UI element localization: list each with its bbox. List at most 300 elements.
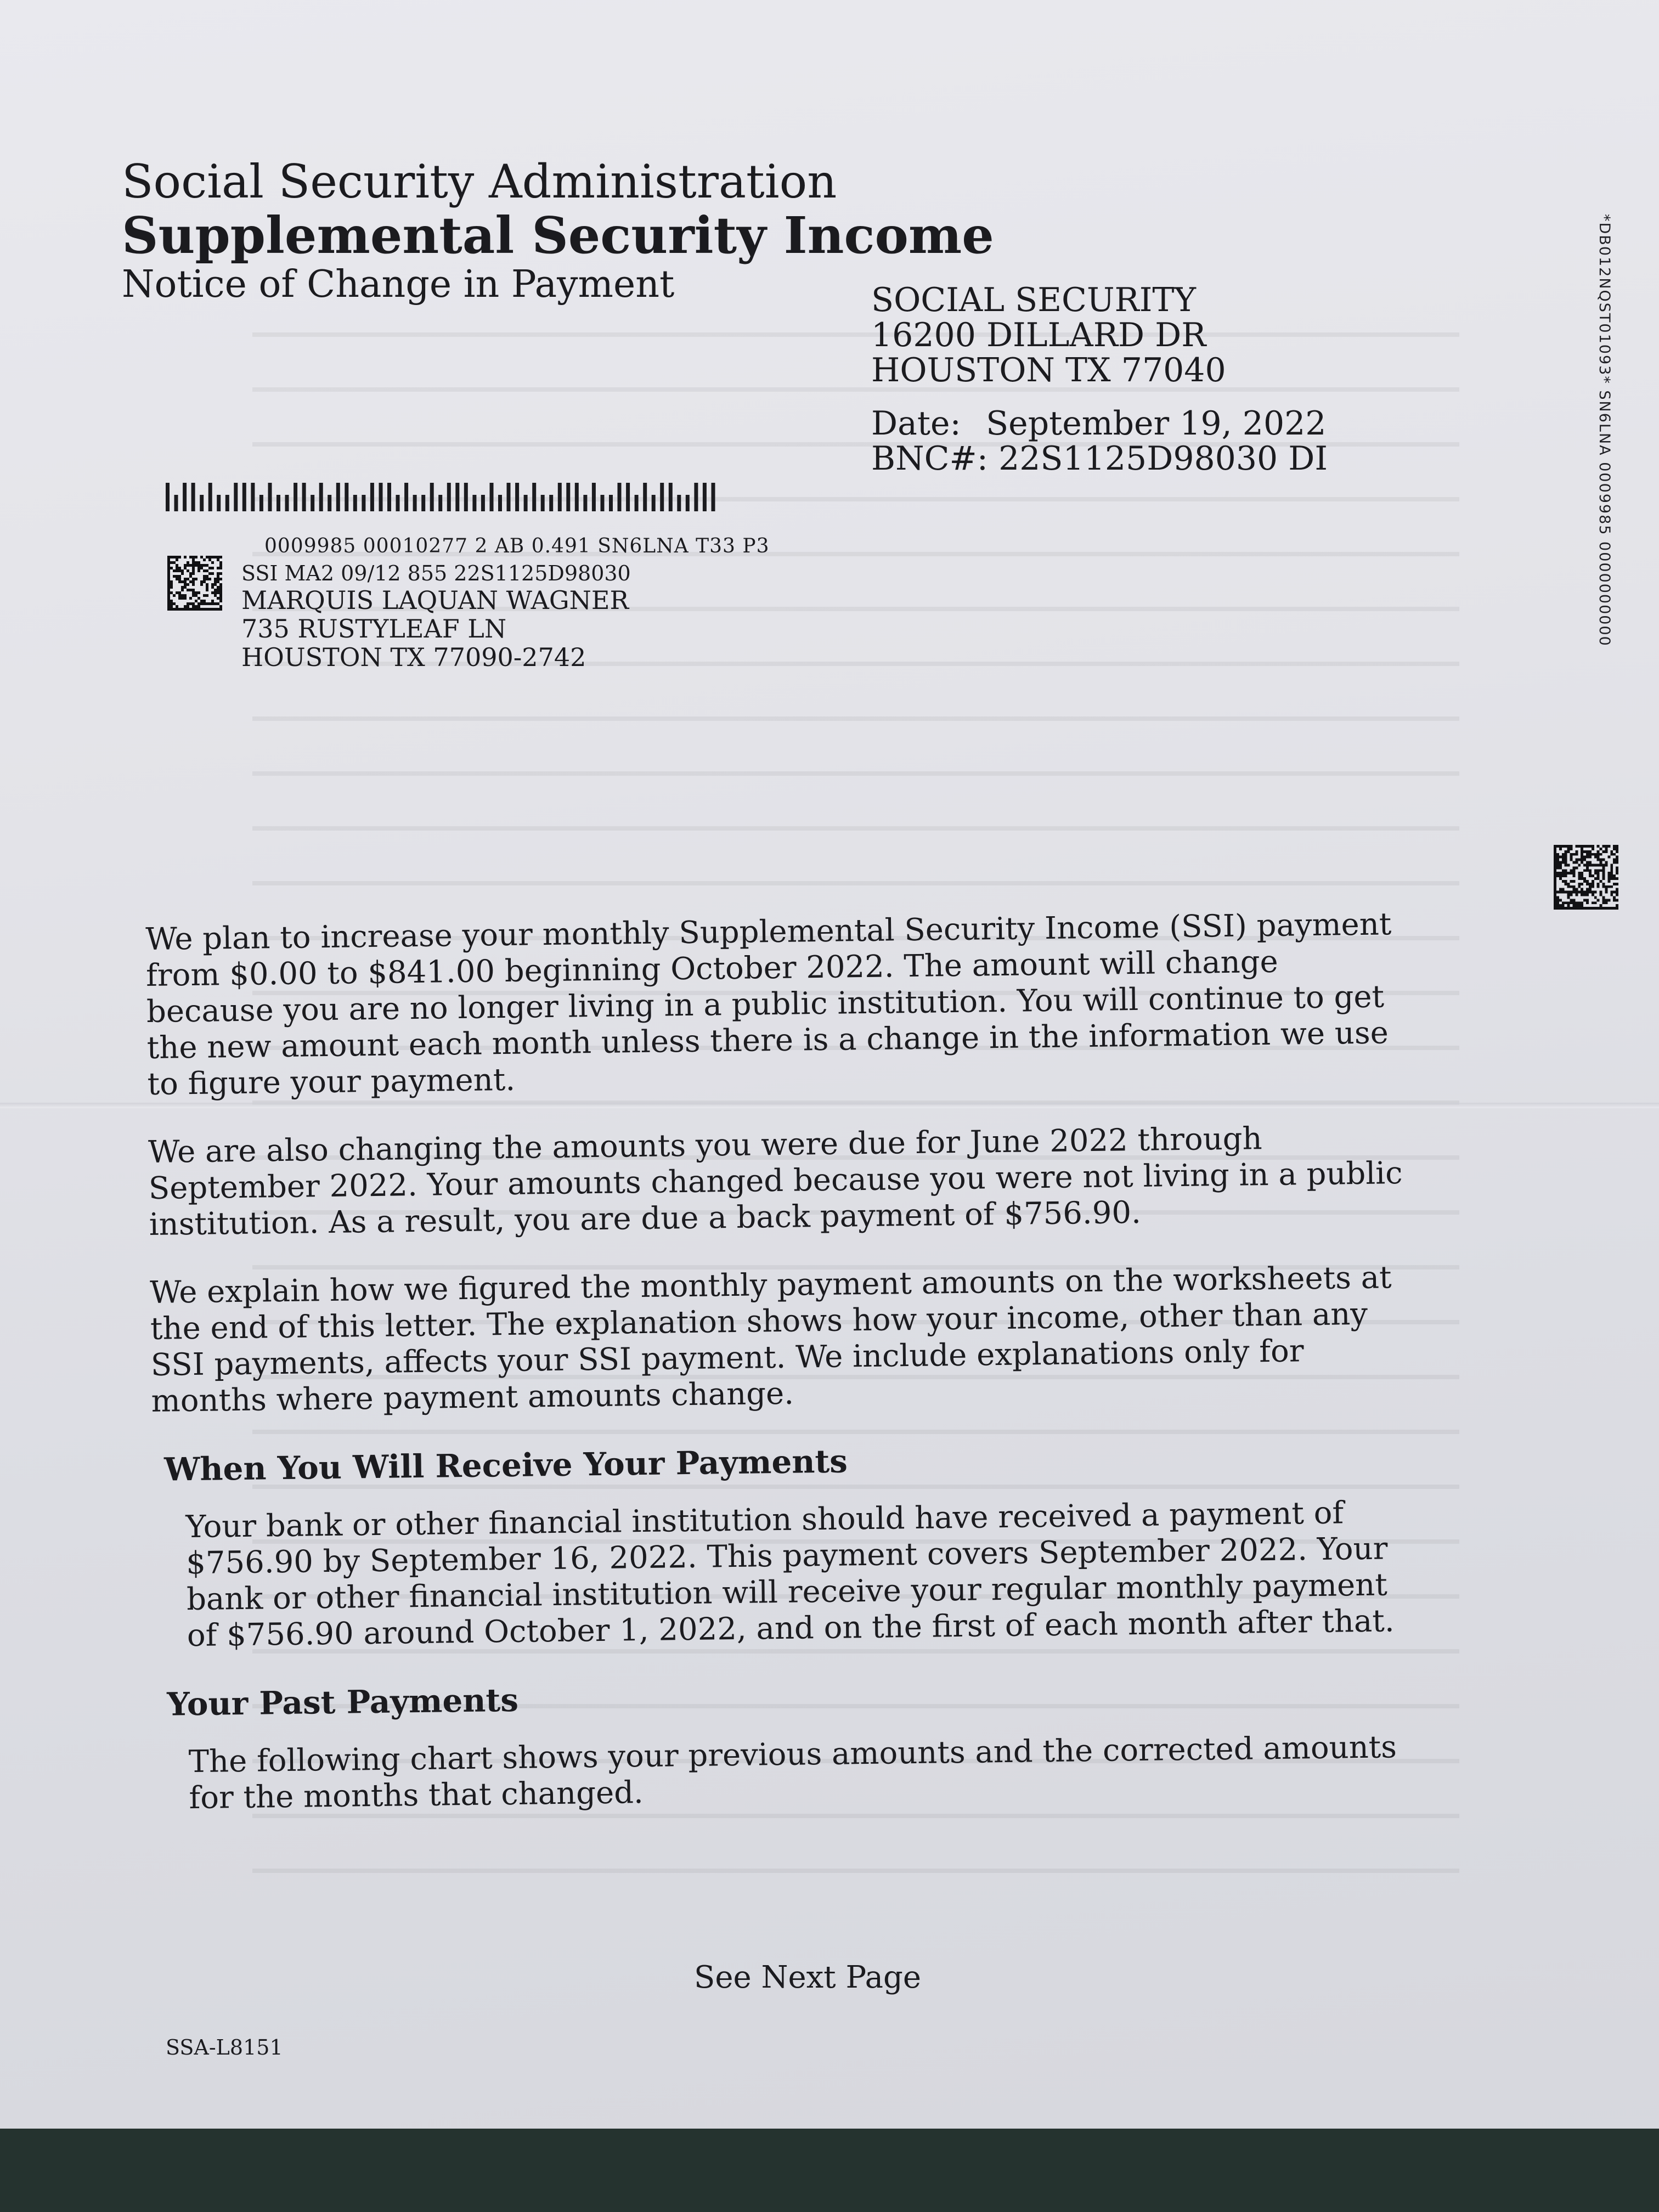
matrix-module <box>219 605 222 608</box>
matrix-module <box>200 602 203 605</box>
matrix-module <box>1554 845 1556 848</box>
matrix-module <box>1597 883 1600 885</box>
barcode-bar <box>515 483 519 511</box>
matrix-module <box>219 591 222 594</box>
matrix-module <box>173 561 176 564</box>
matrix-module <box>1581 853 1583 856</box>
matrix-module <box>1616 861 1618 864</box>
matrix-module <box>200 600 203 602</box>
matrix-module <box>1605 901 1607 904</box>
matrix-module <box>214 589 217 591</box>
matrix-module <box>206 594 208 597</box>
barcode-bar <box>575 483 579 511</box>
matrix-module <box>1556 856 1559 859</box>
matrix-module <box>1592 848 1594 850</box>
matrix-module <box>170 567 173 569</box>
matrix-module <box>192 567 195 569</box>
barcode-bar <box>660 483 664 511</box>
matrix-module <box>1567 848 1570 850</box>
matrix-module <box>192 583 195 586</box>
matrix-module <box>1589 850 1592 853</box>
matrix-module <box>170 605 173 608</box>
matrix-module <box>1592 880 1594 883</box>
matrix-module <box>1575 891 1578 894</box>
matrix-module <box>1581 845 1583 848</box>
matrix-module <box>1616 869 1618 872</box>
barcode-bar <box>370 483 374 511</box>
matrix-module <box>1602 885 1605 888</box>
matrix-module <box>1556 861 1559 864</box>
barcode-bar <box>319 483 323 511</box>
matrix-module <box>170 586 173 589</box>
matrix-module <box>1600 907 1602 910</box>
matrix-module <box>1575 859 1578 861</box>
matrix-module <box>1570 891 1573 894</box>
matrix-module <box>176 556 178 558</box>
matrix-module <box>1597 885 1600 888</box>
matrix-module <box>178 556 181 558</box>
matrix-module <box>1600 848 1602 850</box>
matrix-module <box>217 580 219 583</box>
matrix-module <box>1602 864 1605 866</box>
matrix-module <box>1554 866 1556 869</box>
matrix-module <box>1594 907 1597 910</box>
matrix-module <box>181 589 184 591</box>
date-row <box>871 406 1365 441</box>
matrix-module <box>192 556 195 558</box>
matrix-module <box>198 602 200 605</box>
barcode-bar <box>234 483 238 511</box>
matrix-module <box>217 597 219 600</box>
barcode-bar <box>472 495 476 511</box>
barcode-bar <box>328 495 331 511</box>
matrix-module <box>1570 901 1573 904</box>
matrix-module <box>192 558 195 561</box>
barcode-bar <box>191 483 195 511</box>
matrix-module <box>1594 864 1597 866</box>
matrix-module <box>1589 891 1592 894</box>
matrix-module <box>1565 872 1567 874</box>
matrix-module <box>1565 856 1567 859</box>
matrix-module <box>1610 850 1613 853</box>
matrix-module <box>1567 894 1570 896</box>
matrix-module <box>1559 845 1562 848</box>
barcode-bar <box>379 483 383 511</box>
matrix-module <box>1556 901 1559 904</box>
matrix-module <box>1597 850 1600 853</box>
matrix-module <box>1570 853 1573 856</box>
matrix-module <box>1565 883 1567 885</box>
matrix-module <box>195 605 198 608</box>
matrix-module <box>1616 866 1618 869</box>
barcode-bar <box>532 483 536 511</box>
matrix-module <box>1562 874 1565 877</box>
matrix-module <box>178 591 181 594</box>
barcode-bar <box>583 495 587 511</box>
matrix-module <box>167 578 170 580</box>
matrix-module <box>1565 845 1567 848</box>
matrix-module <box>1583 877 1586 880</box>
matrix-module <box>219 572 222 575</box>
matrix-module <box>203 578 206 580</box>
matrix-module <box>1600 891 1602 894</box>
matrix-module <box>1554 859 1556 861</box>
matrix-module <box>1578 859 1581 861</box>
barcode-bar <box>626 483 630 511</box>
matrix-module <box>1575 850 1578 853</box>
matrix-module <box>181 594 184 597</box>
matrix-module <box>1597 874 1600 877</box>
matrix-module <box>206 556 208 558</box>
matrix-module <box>1562 901 1565 904</box>
bnc-value: 22S1125D98030 DI <box>998 439 1328 478</box>
matrix-module <box>206 569 208 572</box>
matrix-module <box>167 558 170 561</box>
barcode-bar <box>413 495 417 511</box>
matrix-module <box>1559 848 1562 850</box>
matrix-module <box>176 567 178 569</box>
matrix-module <box>1616 888 1618 891</box>
matrix-module <box>1616 856 1618 859</box>
matrix-module <box>1600 861 1602 864</box>
matrix-module <box>1586 869 1589 872</box>
matrix-module <box>219 578 222 580</box>
matrix-module <box>1572 907 1575 910</box>
matrix-module <box>198 564 200 567</box>
matrix-module <box>1600 853 1602 856</box>
matrix-module <box>1572 853 1575 856</box>
matrix-module <box>211 586 214 589</box>
matrix-module <box>195 594 198 597</box>
matrix-module <box>208 558 211 561</box>
matrix-module <box>1575 861 1578 864</box>
matrix-module <box>1602 907 1605 910</box>
matrix-module <box>1597 869 1600 872</box>
matrix-module <box>1589 864 1592 866</box>
barcode-bar <box>490 483 494 511</box>
matrix-module <box>1586 866 1589 869</box>
matrix-module <box>181 572 184 575</box>
matrix-module <box>1589 869 1592 872</box>
matrix-module <box>1562 907 1565 910</box>
matrix-module <box>1572 899 1575 901</box>
matrix-module <box>1567 883 1570 885</box>
matrix-module <box>1562 888 1565 891</box>
matrix-module <box>1581 861 1583 864</box>
matrix-module <box>167 564 170 567</box>
matrix-module <box>1586 899 1589 901</box>
matrix-module <box>1556 864 1559 866</box>
matrix-module <box>195 578 198 580</box>
matrix-module <box>1554 853 1556 856</box>
matrix-module <box>211 561 214 564</box>
matrix-module <box>1583 859 1586 861</box>
matrix-module <box>176 578 178 580</box>
matrix-module <box>1575 907 1578 910</box>
matrix-module <box>167 605 170 608</box>
matrix-module <box>1572 880 1575 883</box>
barcode-bar <box>524 495 528 511</box>
matrix-module <box>170 602 173 605</box>
barcode-bar <box>430 483 434 511</box>
matrix-module <box>170 556 173 558</box>
matrix-module <box>1565 850 1567 853</box>
matrix-module <box>1600 859 1602 861</box>
recipient-street: 735 RUSTYLEAF LN <box>241 614 507 644</box>
matrix-module <box>170 580 173 583</box>
matrix-module <box>176 591 178 594</box>
letter-body <box>145 906 1418 1849</box>
matrix-module <box>1556 907 1559 910</box>
matrix-module <box>1607 856 1610 859</box>
matrix-module <box>1586 888 1589 891</box>
matrix-module <box>214 583 217 586</box>
matrix-module <box>1565 861 1567 864</box>
matrix-module <box>195 591 198 594</box>
matrix-module <box>198 567 200 569</box>
matrix-module <box>198 605 200 608</box>
matrix-module <box>1575 853 1578 856</box>
matrix-module <box>1602 874 1605 877</box>
matrix-module <box>1610 872 1613 874</box>
matrix-module <box>1605 885 1607 888</box>
matrix-module <box>1570 848 1573 850</box>
barcode-bar <box>200 495 204 511</box>
matrix-module <box>1581 859 1583 861</box>
matrix-module <box>1597 907 1600 910</box>
barcode-bar <box>396 495 400 511</box>
matrix-module <box>1562 872 1565 874</box>
matrix-module <box>192 572 195 575</box>
matrix-module <box>1559 861 1562 864</box>
matrix-module <box>1605 845 1607 848</box>
matrix-module <box>1594 877 1597 880</box>
matrix-module <box>1567 850 1570 853</box>
matrix-module <box>1605 864 1607 866</box>
matrix-module <box>189 589 192 591</box>
matrix-module <box>1554 877 1556 880</box>
matrix-module <box>217 558 219 561</box>
matrix-module <box>167 600 170 602</box>
matrix-module <box>1570 859 1573 861</box>
matrix-module <box>167 583 170 586</box>
matrix-module <box>167 608 170 611</box>
matrix-module <box>1578 877 1581 880</box>
matrix-module <box>176 575 178 578</box>
matrix-module <box>214 591 217 594</box>
matrix-module <box>1581 888 1583 891</box>
page-2d-barcode <box>1554 845 1618 910</box>
matrix-module <box>1600 880 1602 883</box>
barcode-bar <box>498 495 502 511</box>
matrix-module <box>1592 883 1594 885</box>
matrix-module <box>217 556 219 558</box>
matrix-module <box>181 569 184 572</box>
barcode-bar <box>558 483 562 511</box>
matrix-module <box>1610 885 1613 888</box>
matrix-module <box>189 556 192 558</box>
matrix-module <box>1583 864 1586 866</box>
matrix-module <box>1554 850 1556 853</box>
matrix-module <box>189 608 192 611</box>
matrix-module <box>1616 904 1618 907</box>
matrix-module <box>176 558 178 561</box>
matrix-module <box>167 597 170 600</box>
barcode-bar <box>404 483 408 511</box>
matrix-module <box>1556 904 1559 907</box>
matrix-module <box>1592 874 1594 877</box>
matrix-module <box>1554 888 1556 891</box>
matrix-module <box>1597 859 1600 861</box>
matrix-module <box>1586 853 1589 856</box>
matrix-module <box>217 608 219 611</box>
matrix-module <box>1559 864 1562 866</box>
notice-title: Notice of Change in Payment <box>122 263 675 306</box>
office-line-3: HOUSTON TX 77040 <box>871 351 1226 390</box>
matrix-module <box>192 589 195 591</box>
matrix-module <box>206 575 208 578</box>
side-tracking-code: *DB012NQST01093* SN6LNA 0009985 0000000000 <box>1596 214 1613 647</box>
matrix-module <box>1559 907 1562 910</box>
matrix-module <box>1610 864 1613 866</box>
matrix-module <box>1586 861 1589 864</box>
matrix-module <box>1554 880 1556 883</box>
matrix-module <box>173 602 176 605</box>
matrix-module <box>181 608 184 611</box>
matrix-module <box>211 591 214 594</box>
matrix-module <box>173 569 176 572</box>
matrix-module <box>1556 859 1559 861</box>
matrix-module <box>167 594 170 597</box>
matrix-module <box>214 578 217 580</box>
barcode-bar <box>712 483 715 511</box>
matrix-module <box>1567 885 1570 888</box>
matrix-module <box>167 572 170 575</box>
matrix-module <box>176 569 178 572</box>
matrix-module <box>184 583 187 586</box>
matrix-module <box>1556 899 1559 901</box>
matrix-module <box>1616 877 1618 880</box>
matrix-module <box>211 608 214 611</box>
matrix-module <box>1575 901 1578 904</box>
matrix-module <box>195 556 198 558</box>
matrix-module <box>1554 907 1556 910</box>
matrix-module <box>1586 891 1589 894</box>
mailing-code-line: 0009985 00010277 2 AB 0.491 SN6LNA T33 P3 <box>264 535 770 557</box>
matrix-module <box>1592 901 1594 904</box>
matrix-module <box>214 556 217 558</box>
matrix-module <box>1554 872 1556 874</box>
matrix-module <box>187 608 189 611</box>
matrix-module <box>1572 885 1575 888</box>
matrix-module <box>1597 853 1600 856</box>
matrix-module <box>1578 872 1581 874</box>
office-address <box>871 283 1365 388</box>
matrix-module <box>1583 869 1586 872</box>
matrix-module <box>1556 872 1559 874</box>
matrix-module <box>195 564 198 567</box>
matrix-module <box>1600 869 1602 872</box>
barcode-bar <box>592 483 596 511</box>
matrix-module <box>1610 877 1613 880</box>
paragraph-receive-payments: Your bank or other financial institution should have received a payment of $756.90 by September 16, 2022. This payment covers September 2022. Your bank or other financial institution will receive your regular monthly payment of $756.90 around October 1, 2022, and on the first of each month after that. <box>185 1495 1395 1654</box>
barcode-bar <box>438 495 442 511</box>
matrix-module <box>1572 866 1575 869</box>
matrix-module <box>184 586 187 589</box>
matrix-module <box>167 586 170 589</box>
section-title-past-payments: Your Past Payments <box>167 1681 519 1723</box>
matrix-module <box>1616 859 1618 861</box>
barcode-bar <box>166 483 170 511</box>
matrix-module <box>1613 883 1616 885</box>
matrix-module <box>203 564 206 567</box>
matrix-module <box>1592 845 1594 848</box>
matrix-module <box>217 578 219 580</box>
matrix-module <box>170 591 173 594</box>
matrix-module <box>1572 872 1575 874</box>
matrix-module <box>1575 845 1578 848</box>
matrix-module <box>198 569 200 572</box>
matrix-module <box>217 572 219 575</box>
matrix-module <box>1567 872 1570 874</box>
matrix-module <box>192 608 195 611</box>
matrix-module <box>219 608 222 611</box>
matrix-module <box>167 591 170 594</box>
matrix-module <box>1554 885 1556 888</box>
matrix-module <box>1583 845 1586 848</box>
matrix-module <box>1565 864 1567 866</box>
matrix-module <box>1562 869 1565 872</box>
matrix-module <box>1586 907 1589 910</box>
program-name: Supplemental Security Income <box>122 206 994 265</box>
matrix-module <box>206 589 208 591</box>
barcode-bar <box>225 495 229 511</box>
matrix-module <box>1613 861 1616 864</box>
matrix-module <box>1586 856 1589 859</box>
recipient-address <box>241 561 631 672</box>
matrix-module <box>1572 888 1575 891</box>
matrix-module <box>1572 891 1575 894</box>
matrix-module <box>1570 872 1573 874</box>
matrix-module <box>189 572 192 575</box>
paragraph-payment-increase: We plan to increase your monthly Supplemental Security Income (SSI) payment from $0.00 to $841.00 beginning October 2022. The amount will change because you are no longer living in a public institution. You will continue to get the new amount each month unless there is a change in the information we use to figure your payment. <box>145 906 1392 1102</box>
matrix-module <box>1554 848 1556 850</box>
matrix-module <box>1592 891 1594 894</box>
matrix-module <box>1554 856 1556 859</box>
matrix-module <box>208 556 211 558</box>
matrix-module <box>1589 874 1592 877</box>
matrix-module <box>1586 880 1589 883</box>
matrix-module <box>1578 901 1581 904</box>
barcode-bar <box>541 495 545 511</box>
matrix-module <box>1602 901 1605 904</box>
matrix-module <box>181 586 184 589</box>
matrix-module <box>187 589 189 591</box>
matrix-module <box>1581 904 1583 907</box>
barcode-bar <box>174 495 178 511</box>
matrix-module <box>203 575 206 578</box>
matrix-module <box>1589 845 1592 848</box>
matrix-module <box>1602 845 1605 848</box>
matrix-module <box>211 583 214 586</box>
matrix-module <box>1586 883 1589 885</box>
matrix-module <box>184 608 187 611</box>
matrix-module <box>1581 891 1583 894</box>
matrix-module <box>1559 891 1562 894</box>
matrix-module <box>192 564 195 567</box>
matrix-module <box>1578 907 1581 910</box>
matrix-module <box>1572 904 1575 907</box>
